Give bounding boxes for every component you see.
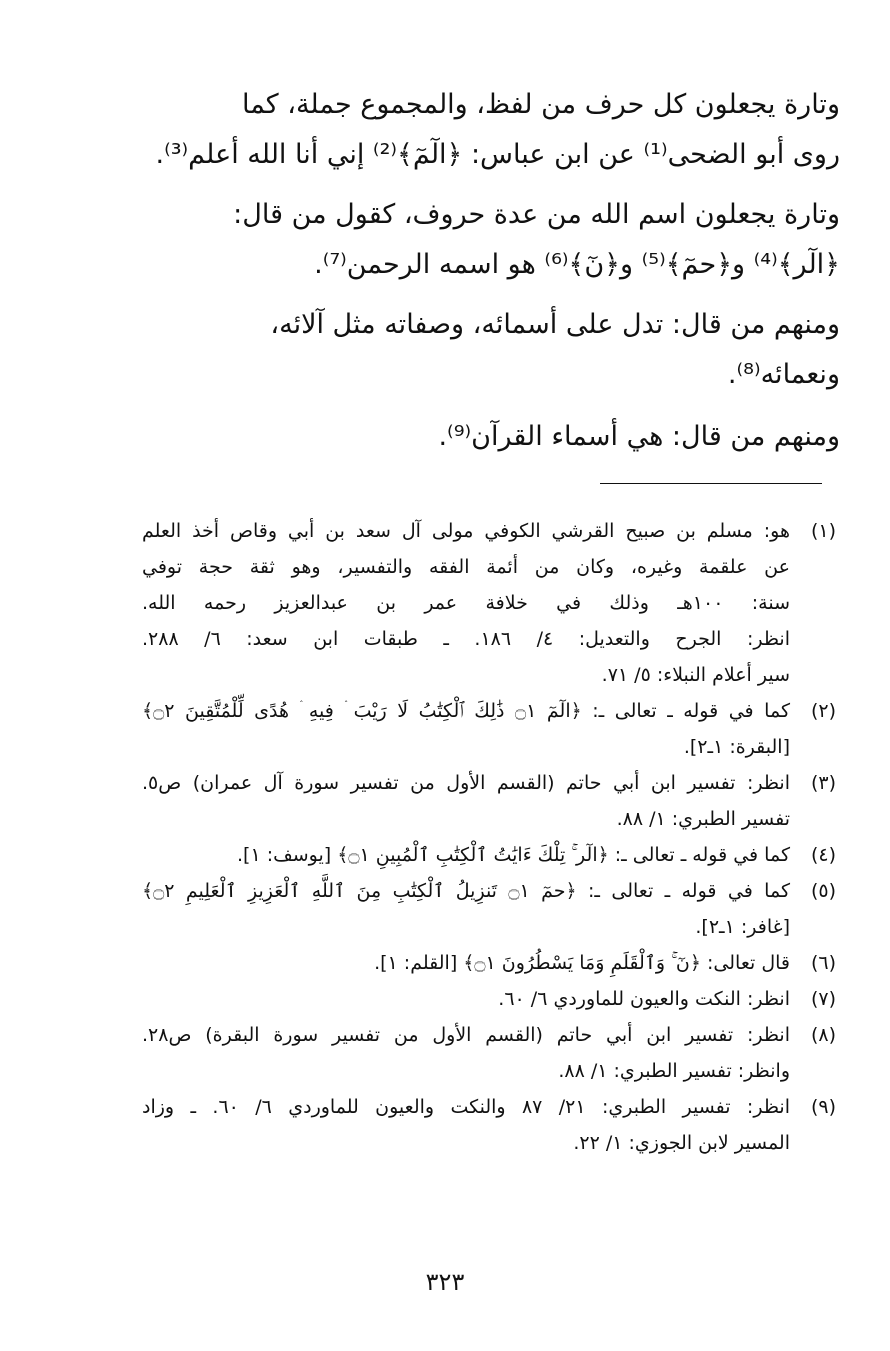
footnote-line: المسير لابن الجوزي: ١/ ٢٢. bbox=[573, 1132, 790, 1154]
footnote-text bbox=[142, 765, 790, 837]
footnote-line: سنة: ١٠٠هـ وذلك في خلافة عمر بن عبدالعزيز رحمه الله. bbox=[142, 592, 791, 614]
paragraph-1-line-2: روى أبو الضحى⁽¹⁾ عن ابن عباس: ﴿الٓمٓ﴾⁽²⁾ إني أنا الله أعلم⁽³⁾. bbox=[155, 139, 840, 170]
footnotes bbox=[142, 513, 836, 1161]
paragraph-3-line-1: ومنهم من قال: تدل على أسمائه، وصفاته مثل آلائه، bbox=[270, 309, 840, 340]
footnote-line: انظر: النكت والعيون للماوردي ٦/ ٦٠. bbox=[498, 988, 790, 1010]
footnote-4 bbox=[142, 837, 836, 873]
footnote-line: قال تعالى: ﴿نٓ ۚ وَٱلْقَلَمِ وَمَا يَسْطُرُونَ ۝١﴾ [القلم: ١]. bbox=[374, 952, 790, 974]
footnote-5 bbox=[142, 873, 836, 945]
footnote-text bbox=[142, 693, 790, 765]
footnote-text bbox=[142, 1017, 790, 1089]
footnote-line: [البقرة: ١ـ٢]. bbox=[683, 736, 790, 758]
footnote-line: [غافر: ١ـ٢]. bbox=[695, 916, 790, 938]
footnote-9 bbox=[142, 1089, 836, 1161]
footnote-number: (٥) bbox=[810, 880, 836, 902]
footnote-line: سير أعلام النبلاء: ٥/ ٧١. bbox=[601, 664, 790, 686]
page-number: ٣٢٣ bbox=[425, 1268, 465, 1296]
footnote-number: (٢) bbox=[810, 700, 836, 722]
paragraph-4 bbox=[150, 412, 840, 462]
footnote-line: كما في قوله ـ تعالى ـ: ﴿الٓر ۚ تِلْكَ ءَايَٰتُ ٱلْكِتَٰبِ ٱلْمُبِينِ ۝١﴾ [يوسف: ١]. bbox=[236, 844, 790, 866]
footnote-number: (٩) bbox=[810, 1096, 836, 1118]
footnote-line: انظر: الجرح والتعديل: ٤/ ١٨٦. ـ طبقات ابن سعد: ٦/ ٢٨٨. bbox=[142, 628, 790, 650]
footnote-8 bbox=[142, 1017, 836, 1089]
footnote-text bbox=[142, 981, 790, 1017]
footnote-number: (٨) bbox=[810, 1024, 836, 1046]
footnote-number: (٧) bbox=[810, 988, 836, 1010]
footnote-number: (١) bbox=[810, 520, 836, 542]
footnote-number: (٤) bbox=[810, 844, 836, 866]
footnote-text bbox=[142, 1089, 790, 1161]
footnote-1 bbox=[142, 513, 836, 693]
footnote-text bbox=[142, 945, 790, 981]
paragraph-2-line-1: وتارة يجعلون اسم الله من عدة حروف، كقول من قال: bbox=[233, 199, 840, 230]
footnote-2 bbox=[142, 693, 836, 765]
paragraph-2 bbox=[150, 190, 840, 290]
paragraph-1 bbox=[150, 80, 840, 180]
footnote-separator bbox=[600, 483, 822, 484]
footnote-line: هو: مسلم بن صبيح القرشي الكوفي مولى آل سعد بن أبي وقاص أخذ العلم bbox=[142, 520, 790, 542]
footnote-number: (٣) bbox=[810, 772, 836, 794]
paragraph-4-line-1: ومنهم من قال: هي أسماء القرآن⁽⁹⁾. bbox=[438, 421, 840, 452]
paragraph-1-line-1: وتارة يجعلون كل حرف من لفظ، والمجموع جملة، كما bbox=[241, 89, 840, 120]
paragraph-3-line-2: ونعمائه⁽⁸⁾. bbox=[727, 359, 840, 390]
footnote-line: كما في قوله ـ تعالى ـ: ﴿الٓمٓ ۝١ ذَٰلِكَ ٱلْكِتَٰبُ لَا رَيْبَ ۛ فِيهِ ۛ هُدًى لِّلْمُتَّقِينَ ۝٢﴾ bbox=[142, 700, 790, 722]
footnote-3 bbox=[142, 765, 836, 837]
footnote-line: عن علقمة وغيره، وكان من أئمة الفقه والتفسير، وهو ثقة حجة توفي bbox=[142, 556, 790, 578]
footnote-text bbox=[142, 873, 790, 945]
footnote-line: انظر: تفسير ابن أبي حاتم (القسم الأول من تفسير سورة البقرة) ص٢٨. bbox=[142, 1024, 790, 1046]
footnote-text bbox=[142, 837, 790, 873]
paragraph-3 bbox=[150, 300, 840, 400]
footnote-line: كما في قوله ـ تعالى ـ: ﴿حمٓ ۝١ تَنزِيلُ ٱلْكِتَٰبِ مِنَ ٱللَّهِ ٱلْعَزِيزِ ٱلْعَلِيمِ ۝٢﴾ bbox=[142, 880, 790, 902]
footnote-line: وانظر: تفسير الطبري: ١/ ٨٨. bbox=[558, 1060, 790, 1082]
footnote-line: انظر: تفسير ابن أبي حاتم (القسم الأول من تفسير سورة آل عمران) ص٥. bbox=[142, 772, 790, 794]
footnote-line: تفسير الطبري: ١/ ٨٨. bbox=[616, 808, 790, 830]
footnote-number: (٦) bbox=[810, 952, 836, 974]
footnote-line: انظر: تفسير الطبري: ٢١/ ٨٧ والنكت والعيون للماوردي ٦/ ٦٠. ـ وزاد bbox=[142, 1096, 790, 1118]
footnote-text bbox=[142, 513, 790, 693]
footnote-6 bbox=[142, 945, 836, 981]
footnote-7 bbox=[142, 981, 836, 1017]
paragraph-2-line-2: ﴿الٓر﴾⁽⁴⁾ و﴿حمٓ﴾⁽⁵⁾ و﴿نٓ﴾⁽⁶⁾ هو اسمه الرحمن⁽⁷⁾. bbox=[314, 249, 840, 280]
